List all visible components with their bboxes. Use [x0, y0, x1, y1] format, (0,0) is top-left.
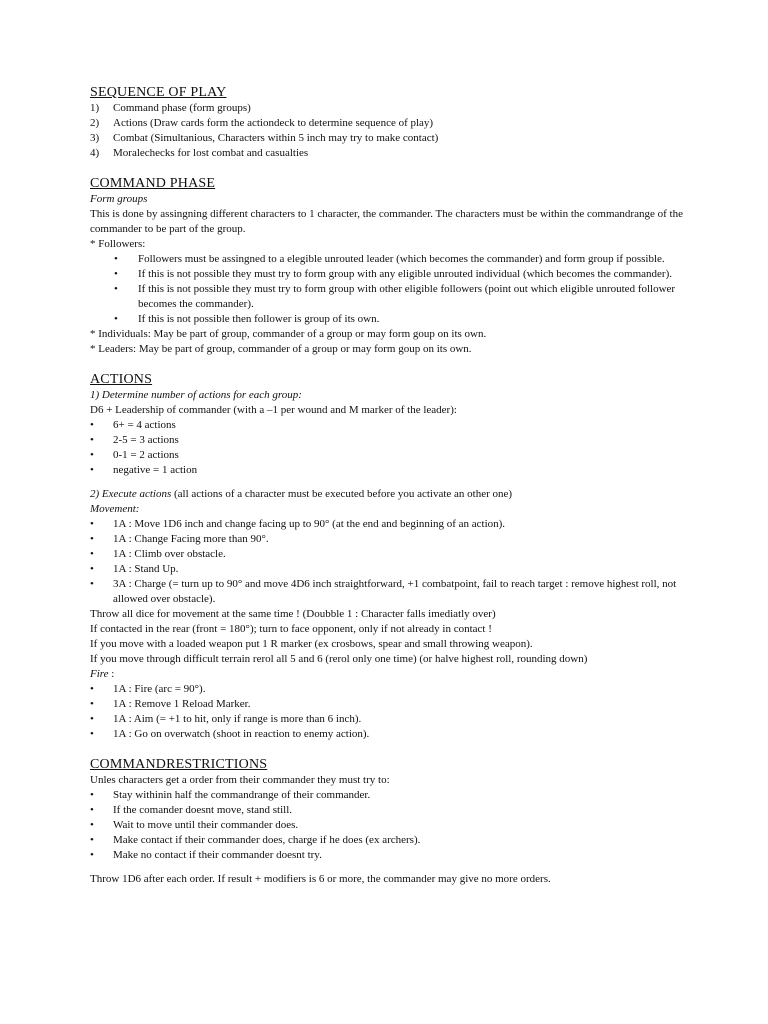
paragraph-note: If you move through difficult terrain rerol all 5 and 6 (rerol only one time) (or halve highest roll, rounding down) [90, 653, 588, 665]
paragraph-restrictions-intro: Unles characters get a order from their commander they must try to: [90, 774, 390, 786]
label-followers: * Followers: [90, 238, 146, 250]
bullet-icon: • [90, 728, 94, 740]
heading-sequence-of-play: SEQUENCE OF PLAY [90, 85, 227, 100]
bullet-icon: • [114, 253, 118, 265]
list-item: • 2-5 = 3 actions [90, 434, 179, 446]
bullet-icon: • [90, 849, 94, 861]
paragraph-closing: Throw 1D6 after each order. If result + modifiers is 6 or more, the commander may give no more orders. [90, 873, 551, 885]
list-item: • If this is not possible they must try to form group with any eligible unrouted individual (which becomes the commander). [114, 268, 673, 280]
list-item: • 1A : Fire (arc = 90°). [90, 683, 206, 695]
bullet-icon: • [90, 578, 94, 590]
list-item: • 1A : Climb over obstacle. [90, 548, 226, 560]
list-item: • Make contact if their commander does, charge if he does (ex archers). [90, 834, 421, 846]
list-item: • Wait to move until their commander does. [90, 819, 299, 831]
list-item: 3) Combat (Simultanious, Characters within 5 inch may try to make contact) [90, 132, 439, 144]
paragraph-execute-actions: 2) Execute actions (all actions of a character must be executed before you activate an other one) [90, 488, 513, 500]
bullet-icon: • [90, 464, 94, 476]
subheading-form-groups: Form groups [90, 193, 148, 205]
bullet-icon: • [90, 698, 94, 710]
section-command-phase [90, 175, 690, 357]
heading-actions: ACTIONS [90, 372, 153, 387]
label-fire: Fire : [90, 668, 115, 680]
paragraph-note: Throw all dice for movement at the same time ! (Doubble 1 : Character falls imediatly over) [90, 608, 496, 620]
list-item: • Followers must be assingned to a elegible unrouted leader (which becomes the commander) and form group if possible. [114, 253, 665, 265]
bullet-icon: • [90, 548, 94, 560]
paragraph-individuals: * Individuals: May be part of group, commander of a group or may form goup on its own. [90, 328, 487, 340]
document-page [90, 84, 690, 887]
bullet-icon: • [90, 419, 94, 431]
bullet-icon: • [114, 283, 118, 295]
heading-command-restrictions: COMMANDRESTRICTIONS [90, 757, 268, 772]
list-item: • 3A : Charge (= turn up to 90° and move 4D6 inch straightforward, +1 combatpoint, fail to reach target : remove highest roll, not allowed over obstacle). [90, 578, 677, 605]
label-movement: Movement: [90, 503, 140, 515]
bullet-icon: • [114, 268, 118, 280]
list-item: • 1A : Aim (= +1 to hit, only if range is more than 6 inch). [90, 713, 362, 725]
paragraph-note: If you move with a loaded weapon put 1 R marker (ex crosbows, spear and small throwing weapon). [90, 638, 533, 650]
list-item: • 1A : Stand Up. [90, 563, 179, 575]
bullet-icon: • [90, 804, 94, 816]
section-actions [90, 371, 690, 742]
list-item: 1) Command phase (form groups) [90, 102, 251, 114]
list-item: • 6+ = 4 actions [90, 419, 176, 431]
bullet-icon: • [90, 449, 94, 461]
bullet-icon: • [90, 518, 94, 530]
list-item: 2) Actions (Draw cards form the actiondeck to determine sequence of play) [90, 117, 434, 129]
heading-command-phase: COMMAND PHASE [90, 176, 216, 191]
list-item: • Stay withinin half the commandrange of their commander. [90, 789, 371, 801]
paragraph-formula: D6 + Leadership of commander (with a –1 per wound and M marker of the leader): [90, 404, 457, 416]
list-item: • If this is not possible then follower is group of its own. [114, 313, 380, 325]
subheading-determine-actions: 1) Determine number of actions for each group: [90, 389, 302, 401]
bullet-icon: • [90, 713, 94, 725]
list-item: • 1A : Remove 1 Reload Marker. [90, 698, 251, 710]
list-item: • 1A : Move 1D6 inch and change facing up to 90° (at the end and beginning of an action). [90, 518, 506, 530]
section-command-restrictions [90, 756, 690, 887]
bullet-icon: • [90, 819, 94, 831]
bullet-icon: • [90, 834, 94, 846]
list-item: • 1A : Go on overwatch (shoot in reaction to enemy action). [90, 728, 370, 740]
section-sequence-of-play [90, 84, 690, 161]
list-item: 4) Moralechecks for lost combat and casualties [90, 147, 309, 159]
list-item: • negative = 1 action [90, 464, 198, 476]
list-item: • If the comander doesnt move, stand still. [90, 804, 293, 816]
paragraph-leaders: * Leaders: May be part of group, commander of a group or may form goup on its own. [90, 343, 472, 355]
bullet-icon: • [90, 683, 94, 695]
bullet-icon: • [90, 789, 94, 801]
bullet-icon: • [90, 533, 94, 545]
list-item: • 1A : Change Facing more than 90°. [90, 533, 269, 545]
bullet-icon: • [90, 563, 94, 575]
list-item: • 0-1 = 2 actions [90, 449, 179, 461]
bullet-icon: • [90, 434, 94, 446]
list-item: • If this is not possible they must try to form group with other eligible followers (point out which eligible unrouted follower becomes the commander). [114, 283, 676, 310]
paragraph-note: If contacted in the rear (front = 180°); turn to face opponent, only if not already in contact ! [90, 623, 492, 635]
paragraph-intro: This is done by assingning different characters to 1 character, the commander. The characters must be within the commandrange of the commander to be part of the group. [90, 208, 683, 235]
bullet-icon: • [114, 313, 118, 325]
list-item: • Make no contact if their commander doesnt try. [90, 849, 322, 861]
